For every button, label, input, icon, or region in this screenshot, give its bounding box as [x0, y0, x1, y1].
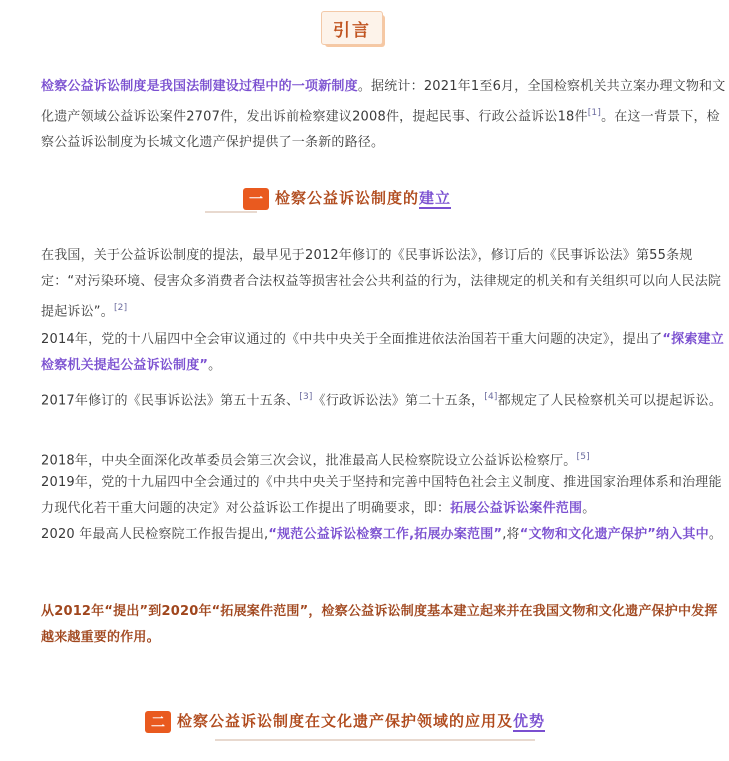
s1p6-highlight-1: “规范公益诉讼检察工作,拓展办案范围”: [268, 527, 503, 542]
section2-title: [177, 710, 545, 733]
s1p5-text: 2019年，党的十九届四中全会通过的《中共中央关于坚持和完善中国特色社会主义制度、推进国家治理体系和治理能力现代化若干重大问题的决定》对公益诉讼工作提出了明确要求，即：: [41, 475, 722, 516]
footnote-ref-2[interactable]: [2]: [113, 303, 128, 313]
section1-summary: [15, 599, 729, 651]
intro-text-1: 。据统计：2021年1至6月，全国检察机关共立案办理文物和文化遗产领域公益诉讼案件2707件，发出诉前检察建议2008件，提起民事、行政公益诉讼18件: [41, 79, 726, 125]
footnote-ref-5[interactable]: [5]: [576, 452, 590, 462]
section1-heading: [243, 187, 451, 210]
section2-title-main: 检察公益诉讼制度在文化遗产保护领域的应用及: [177, 712, 514, 730]
section1-title-tail: 建立: [419, 189, 452, 207]
section1-paragraph-1: [15, 243, 729, 325]
section1-title-main: 检察公益诉讼制度的: [275, 189, 420, 207]
intro-badge-label: 引言: [321, 11, 383, 45]
s1p3-text-3: 都规定了人民检察机关可以提起诉讼。: [497, 393, 723, 409]
section1-paragraph-5: [15, 470, 729, 522]
s1p4-text: 2018年，中央全面深化改革委员会第三次会议，批准最高人民检察院设立公益诉讼检察厅。: [41, 453, 577, 469]
s1p6-text-2: ,将: [502, 527, 520, 542]
s1p3-text-1: 2017年修订的《民事诉讼法》第五十五条、: [41, 393, 300, 409]
footnote-ref-3[interactable]: [3]: [299, 392, 313, 402]
s1-summary-text: 从2012年“提出”到2020年“拓展案件范围”，检察公益诉讼制度基本建立起来并在我国文物和文化遗产保护中发挥越来越重要的作用。: [41, 604, 718, 645]
s1p3-text-2: 《行政诉讼法》第二十五条，: [312, 393, 485, 409]
s1p2-end: 。: [208, 358, 222, 373]
section2-underline: [215, 739, 535, 741]
footnote-ref-4[interactable]: [4]: [484, 392, 498, 402]
section2-heading: [145, 710, 545, 733]
intro-lead-highlight: 检察公益诉讼制度是我国法制建设过程中的一项新制度: [41, 79, 358, 94]
section1-title: [275, 187, 451, 210]
intro-text-2: 。在这一背景下，检察公益诉讼制度为长城文化遗产保护提供了一条新的路径。: [41, 109, 720, 151]
section2-title-tail: 优势: [513, 712, 546, 730]
s1p5-end: 。: [582, 501, 596, 516]
section1-paragraph-3: [15, 384, 729, 414]
section1-paragraph-6: [15, 522, 729, 548]
s1p1-text: 在我国，关于公益诉讼制度的提法，最早见于2012年修订的《民事诉讼法》，修订后的《民事诉讼法》第55条规定：“对污染环境、侵害众多消费者合法权益等损害社会公共利益的行为，法律规定的机关和有关组织可以向人民法院提起诉讼”。: [41, 248, 722, 320]
intro-badge: [321, 11, 383, 45]
s1p6-text-1: 2020 年最高人民检察院工作报告提出,: [41, 527, 269, 542]
section2-number: 二: [145, 711, 171, 733]
s1p2-text: 2014年，党的十八届四中全会审议通过的《中共中央关于全面推进依法治国若干重大问题的决定》，提出了: [41, 332, 663, 347]
s1p6-end: 。: [708, 527, 723, 542]
s1p2-highlight: “探索建立检察机关提起公益诉讼制度”: [41, 332, 724, 373]
intro-paragraph: [15, 74, 729, 156]
section1-underline-left: [205, 211, 257, 213]
section1-paragraph-2: [15, 327, 729, 379]
s1p6-highlight-2: “文物和文化遗产保护”纳入其中: [519, 527, 709, 542]
section1-number: 一: [243, 188, 269, 210]
s1p5-highlight: 拓展公益诉讼案件范围: [450, 501, 583, 516]
footnote-ref-1[interactable]: [1]: [587, 108, 602, 118]
